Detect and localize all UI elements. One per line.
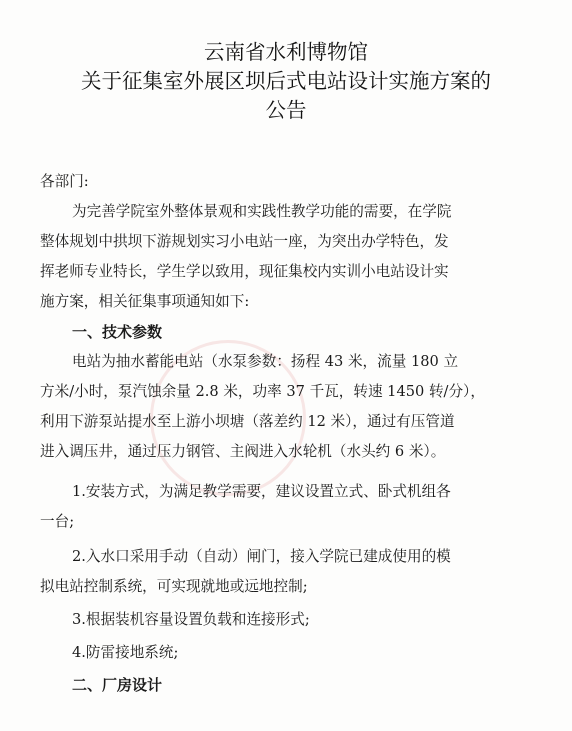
item-2-line-1: 2.入水口采用手动（自动）闸门，接入学院已建成使用的模 xyxy=(72,548,451,565)
title-line-3: 公告 xyxy=(265,98,307,122)
intro-line-2: 整体规划中拱坝下游规划实习小电站一座，为突出办学特色，发 xyxy=(40,233,449,250)
item-3-line-1: 3.根据装机容量设置负载和连接形式; xyxy=(72,611,310,628)
salutation: 各部门: xyxy=(40,173,89,190)
section-1-body-line-2: 方米/小时，泵汽蚀余量 2.8 米，功率 37 千瓦，转速 1450 转/分）， xyxy=(40,383,485,400)
section-1-body-line-1: 电站为抽水蓄能电站（水泵参数：扬程 43 米，流量 180 立 xyxy=(72,353,459,370)
intro-line-4: 施方案，相关征集事项通知如下: xyxy=(40,293,250,310)
intro-line-1: 为完善学院室外整体景观和实践性教学功能的需要，在学院 xyxy=(72,203,452,220)
item-4-line-1: 4.防雷接地系统; xyxy=(72,644,179,661)
item-1-line-1: 1.安装方式，为满足教学需要，建议设置立式、卧式机组各 xyxy=(72,483,451,500)
section-2-heading: 二、厂房设计 xyxy=(72,676,163,694)
item-2-line-2: 拟电站控制系统，可实现就地或远地控制; xyxy=(40,578,308,595)
title-line-2: 关于征集室外展区坝后式电站设计实施方案的 xyxy=(81,69,491,93)
section-1-heading: 一、技术参数 xyxy=(72,323,163,341)
intro-line-3: 挥老师专业特长，学生学以致用，现征集校内实训小电站设计实 xyxy=(40,263,449,280)
item-1-line-2: 一台; xyxy=(40,513,75,530)
section-1-body-line-4: 进入调压井，通过压力钢管、主阀进入水轮机（水头约 6 米）。 xyxy=(40,443,446,460)
section-1-body-line-3: 利用下游泵站提水至上游小坝塘（落差约 12 米），通过有压管道 xyxy=(40,413,455,430)
title-line-1: 云南省水利博物馆 xyxy=(204,40,368,64)
